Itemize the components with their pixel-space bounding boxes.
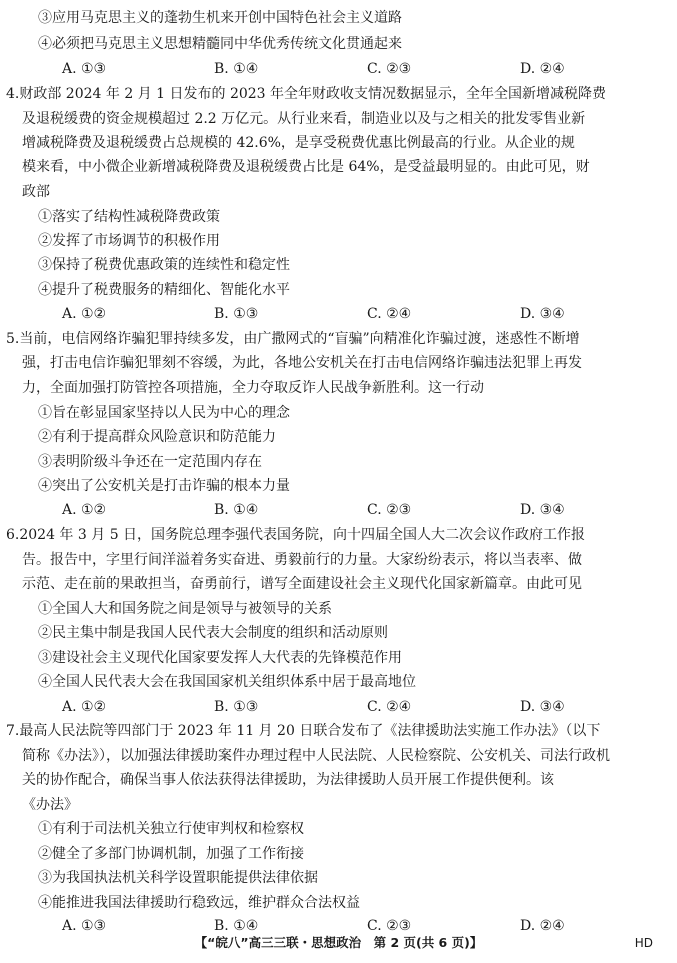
q7-statement-1: ①有利于司法机关独立行使审判权和检察权 — [38, 821, 304, 837]
q3-option-a: A. ①③ — [62, 61, 107, 77]
q4-stem-line: 及退税缓费的资金规模超过 2.2 万亿元。从行业来看，制造业以及与之相关的批发零售业新 — [22, 111, 586, 127]
q5-stem-line: 强，打击电信诈骗犯罪刻不容缓，为此，各地公安机关在打击电信网络诈骗违法犯罪上再发 — [22, 355, 582, 371]
q4-stem-line: 4.财政部 2024 年 2 月 1 日发布的 2023 年全年财政收支情况数据显示，全年全国新增减税降费 — [6, 86, 607, 102]
q4-options — [62, 305, 662, 323]
page-footer — [0, 934, 677, 952]
q3-option-b: B. ①④ — [214, 61, 259, 77]
q4-option-b: B. ①③ — [214, 306, 259, 322]
q7-option-a: A. ①③ — [62, 918, 107, 934]
q7-options — [62, 917, 662, 935]
q5-option-c: C. ②③ — [367, 502, 412, 518]
q3-statement-3: ③应用马克思主义的蓬勃生机来开创中国特色社会主义道路 — [38, 10, 402, 26]
q5-statement-3: ③表明阶级斗争还在一定范围内存在 — [38, 454, 262, 470]
q6-option-d: D. ③④ — [520, 699, 565, 715]
q7-stem-line: 关的协作配合，确保当事人依法获得法律援助，为法律援助人员开展工作提供便利。该 — [22, 772, 554, 788]
q7-stem-line: 7.最高人民法院等四部门于 2023 年 11 月 20 日联合发布了《法律援助法实施工作办法》（以下 — [6, 723, 601, 739]
q5-statement-4: ④突出了公安机关是打击诈骗的根本力量 — [38, 478, 290, 494]
q4-statement-4: ④提升了税费服务的精细化、智能化水平 — [38, 282, 290, 298]
q4-stem-line: 增减税降费及退税缓费占总规模的 42.6%，是享受税费优惠比例最高的行业。从企业的规 — [22, 135, 575, 151]
q5-statement-2: ②有利于提高群众风险意识和防范能力 — [38, 429, 276, 445]
q7-option-d: D. ②④ — [520, 918, 565, 934]
q6-stem-line: 示范、走在前的果敢担当，奋勇前行，谱写全面建设社会主义现代化国家新篇章。由此可见 — [22, 576, 582, 592]
footer-code: HD — [634, 936, 653, 950]
q4-option-d: D. ③④ — [520, 306, 565, 322]
q5-option-d: D. ③④ — [520, 502, 565, 518]
q6-option-a: A. ①② — [62, 699, 107, 715]
q6-statement-2: ②民主集中制是我国人民代表大会制度的组织和活动原则 — [38, 625, 388, 641]
q7-stem-line: 简称《办法》），以加强法律援助案件办理过程中人民法院、人民检察院、公安机关、司法行政机 — [22, 748, 610, 764]
q4-stem-line: 政部 — [22, 184, 50, 200]
q5-option-b: B. ①④ — [214, 502, 259, 518]
q3-options — [62, 60, 662, 78]
q6-statement-4: ④全国人民代表大会在我国国家机关组织体系中居于最高地位 — [38, 674, 416, 690]
q6-options — [62, 698, 662, 716]
q7-statement-2: ②健全了多部门协调机制，加强了工作衔接 — [38, 846, 304, 862]
q4-stem-line: 模来看，中小微企业新增减税降费及退税缓费占比是 64%，是受益最明显的。由此可见，财 — [22, 159, 590, 175]
q3-option-c: C. ②③ — [367, 61, 412, 77]
q6-stem-line: 6.2024 年 3 月 5 日，国务院总理李强代表国务院，向十四届全国人大二次会议作政府工作报 — [6, 527, 586, 543]
q4-statement-1: ①落实了结构性减税降费政策 — [38, 209, 220, 225]
q6-statement-3: ③建设社会主义现代化国家要发挥人大代表的先锋模范作用 — [38, 650, 402, 666]
q6-stem-line: 告。报告中，字里行间洋溢着务实奋进、勇毅前行的力量。大家纷纷表示，将以当表率、做 — [22, 552, 582, 568]
q4-option-a: A. ①② — [62, 306, 107, 322]
q7-statement-4: ④能推进我国法律援助行稳致远，维护群众合法权益 — [38, 895, 360, 911]
q6-option-c: C. ②④ — [367, 699, 412, 715]
q4-statement-2: ②发挥了市场调节的积极作用 — [38, 233, 220, 249]
footer-title: 【“皖八”高三三联・思想政治 第 2 页(共 6 页)】 — [194, 935, 483, 950]
q7-option-b: B. ①④ — [214, 918, 259, 934]
q4-option-c: C. ②④ — [367, 306, 412, 322]
q6-statement-1: ①全国人大和国务院之间是领导与被领导的关系 — [38, 601, 332, 617]
q7-stem-line: 《办法》 — [22, 797, 78, 813]
q5-stem-line: 力，全面加强打防管控各项措施，全力夺取反诈人民战争新胜利。这一行动 — [22, 380, 484, 396]
q5-statement-1: ①旨在彰显国家坚持以人民为中心的理念 — [38, 405, 290, 421]
q6-option-b: B. ①③ — [214, 699, 259, 715]
q5-stem-line: 5.当前，电信网络诈骗犯罪持续多发，由广撒网式的“盲骗”向精准化诈骗过渡，迷惑性不断增 — [6, 331, 580, 347]
q3-statement-4: ④必须把马克思主义思想精髓同中华优秀传统文化贯通起来 — [38, 36, 402, 52]
q5-option-a: A. ①② — [62, 502, 107, 518]
q4-statement-3: ③保持了税费优惠政策的连续性和稳定性 — [38, 257, 290, 273]
q5-options — [62, 501, 662, 519]
q7-statement-3: ③为我国执法机关科学设置职能提供法律依据 — [38, 870, 318, 886]
q7-option-c: C. ②③ — [367, 918, 412, 934]
q3-option-d: D. ②④ — [520, 61, 565, 77]
